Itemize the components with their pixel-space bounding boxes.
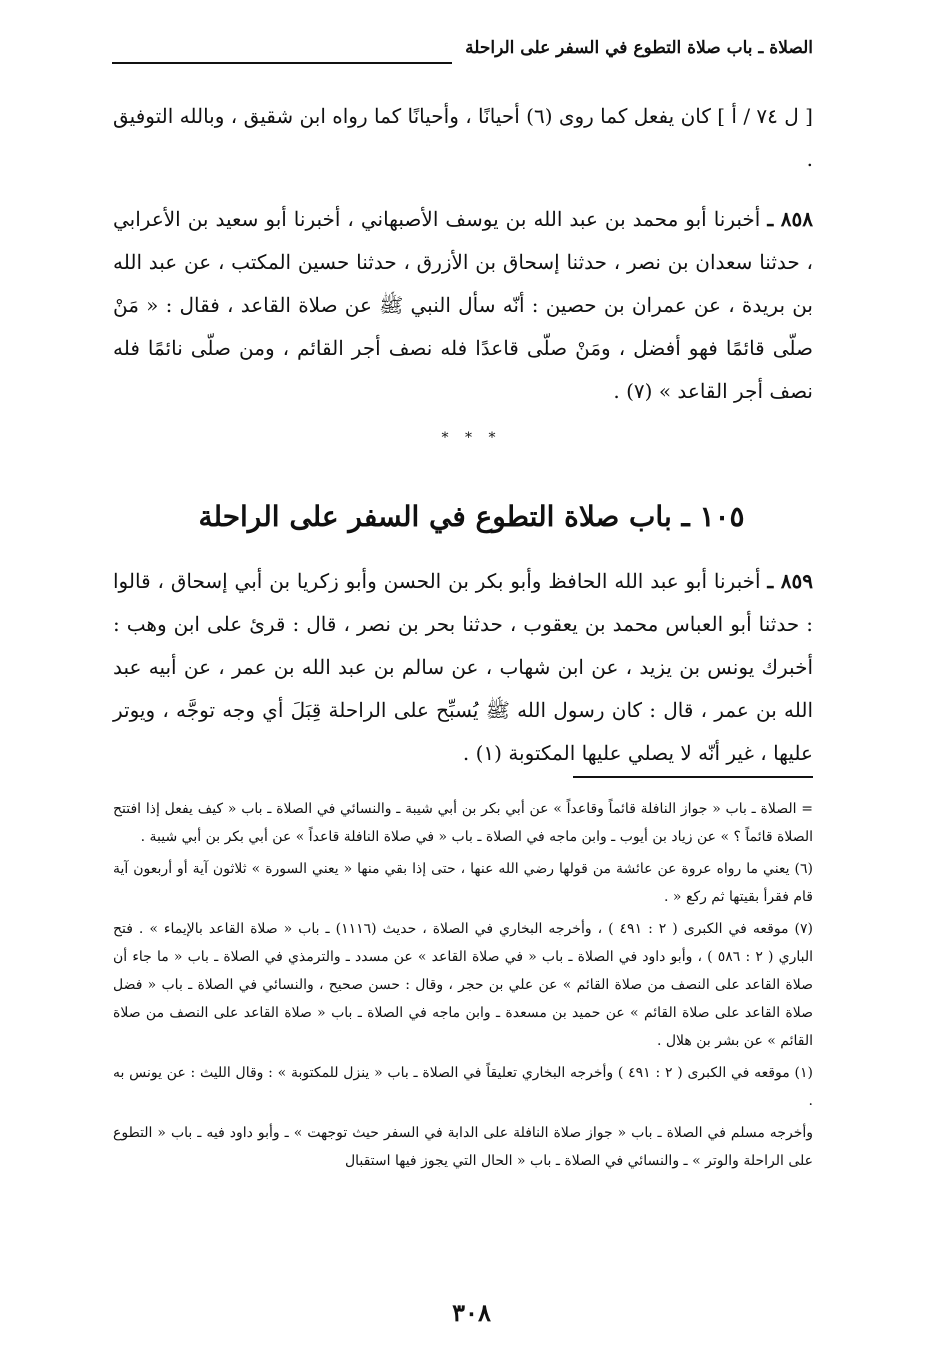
hadith-number: ٨٥٨ ـ <box>767 207 813 231</box>
running-header: الصلاة ـ باب صلاة التطوع في السفر على الراحلة <box>465 38 813 58</box>
section-title: ١٠٥ ـ باب صلاة التطوع في السفر على الراحلة <box>198 500 745 533</box>
header-rule <box>112 62 452 64</box>
footnote-rule <box>573 776 813 778</box>
footnote: (١) موقعه في الكبرى ( ٢ : ٤٩١ ) وأخرجه البخاري تعليقاً في الصلاة ـ باب « ينزل للمكتوبة » : وقال الليث : عن يونس به . <box>113 1065 814 1109</box>
footnote: (٦) يعني ما رواه عروة عن عائشة من قولها رضي الله عنها ، حتى إذا بقي منها « يعني السورة » ثلاثون آية أو أربعون آية قام فقرأ بقيتها ثم ركع « . <box>113 861 813 905</box>
footnote: = الصلاة ـ باب « جواز النافلة قائماً وقاعداً » عن أبي بكر بن أبي شيبة ـ والنسائي في الصلاة ـ باب « كيف يفعل إذا افتتح الصلاة قائماً ؟ » عن زياد بن أيوب ـ وابن ماجه في الصلاة ـ باب « في صلاة النافلة قاعداً » عن أبي بكر بن أبي شيبة . <box>113 801 813 845</box>
hadith-859-paragraph <box>113 560 813 775</box>
hadith-number: ٨٥٩ ـ <box>767 569 813 593</box>
footnotes <box>113 795 813 1179</box>
hadith-text: أخبرنا أبو عبد الله الحافظ وأبو بكر بن الحسن وأبو زكريا بن أبي إسحاق ، قالوا : حدثنا أبو العباس محمد بن يعقوب ، حدثنا بحر بن نصر ، قال : قرئ على ابن وهب : أخبرك يونس بن يزيد ، عن ابن شهاب ، عن سالم بن عبد الله بن عمر ، عن أبيه عبد الله بن عمر ، قال : كان رسول الله ﷺ يُسبِّح على الراحلة قِبَلَ أي وجه توجَّه ، ويوتر عليها ، غير أنّه لا يصلي عليها المكتوبة (١) . <box>113 569 814 765</box>
footnote: وأخرجه مسلم في الصلاة ـ باب « جواز صلاة النافلة على الدابة في السفر حيث توجهت » ـ وأبو داود فيه ـ باب « التطوع على الراحلة والوتر » ـ والنسائي في الصلاة ـ باب « الحال التي يجوز فيها استقبال <box>113 1125 813 1169</box>
hadith-858-paragraph <box>113 198 813 413</box>
hadith-text: أخبرنا أبو محمد بن عبد الله بن يوسف الأصبهاني ، أخبرنا أبو سعيد بن الأعرابي ، حدثنا سعدان بن نصر ، حدثنا إسحاق بن الأزرق ، حدثنا حسين المكتب ، عن عبد الله بن بريدة ، عن عمران بن حصين : أنّه سأل النبي ﷺ عن صلاة القاعد ، فقال : « مَنْ صلّى قائمًا فهو أفضل ، ومَنْ صلّى قاعدًا فله نصف أجر القائم ، ومن صلّى نائمًا فله نصف أجر القاعد » (٧) . <box>113 207 814 403</box>
page-number: ٣٠٨ <box>452 1298 491 1327</box>
footnote: (٧) موقعه في الكبرى ( ٢ : ٤٩١ ) ، وأخرجه البخاري في الصلاة ، حديث (١١١٦) ـ باب « صلاة القاعد بالإيماء » . فتح الباري ( ٢ : ٥٨٦ ) ، وأبو داود في الصلاة ـ باب « في صلاة القاعد » عن مسدد ـ والترمذي في الصلاة ـ باب « ما جاء أن صلاة القاعد على النصف من صلاة القائم » عن علي بن حجر ، وقال : حسن صحيح ، والنسائي في الصلاة ـ باب « فضل صلاة القاعد على صلاة القائم » عن حميد بن مسعدة ـ وابن ماجه في الصلاة ـ باب « صلاة القاعد على النصف من صلاة القائم » عن بشر بن هلال . <box>113 921 813 1049</box>
continuation-paragraph: [ ل ٧٤ / أ ] كان يفعل كما روى (٦) أحيانًا ، وأحيانًا كما رواه ابن شقيق ، وبالله التوفيق . <box>113 104 813 171</box>
section-separator: * * * <box>441 430 502 446</box>
